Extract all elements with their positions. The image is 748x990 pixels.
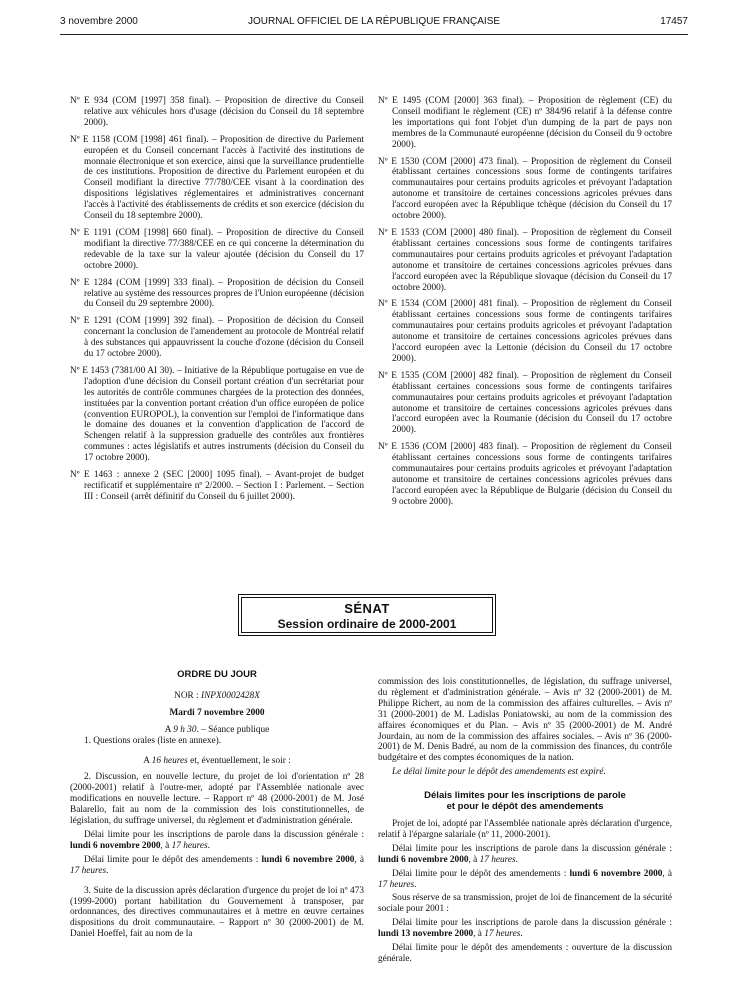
time-value: 9 h 30 [173,724,197,735]
afternoon-session [70,756,364,767]
deadline-end: . [520,929,523,940]
deadline-speakers [378,844,672,866]
header-title: JOURNAL OFFICIEL DE LA RÉPUBLIQUE FRANÇAISE [247,16,501,27]
header-rule [60,34,688,35]
list-item: Nº E 1284 (COM [1999] 333 final). – Proposition de décision du Conseil relative au système des ressources propres de l'Union européenne (décision du Conseil du 29 septembre 2000). [70,277,364,310]
list-item: Nº E 1534 (COM [2000] 481 final). – Proposition de règlement du Conseil établissant certaines concessions sous forme de contingents tarifaires communautaires pour certains produits agricoles et prévoyant l'adaptation autonome et transitoire de certaines concessions agricoles prévues dans l'accord européen avec la Lettonie (décision du Conseil du 17 octobre 2000). [378,299,672,364]
session-title: Session ordinaire de 2000-2001 [277,617,457,631]
header-page-number: 17457 [660,16,688,27]
list-item: Nº E 1158 (COM [1998] 461 final). – Proposition de directive du Parlement européen et du Conseil concernant l'accès à l'activité des institutions de monnaie électronique et son exercice, ainsi que la surveillance prudentielle de ces institutions. Proposition de directive du Parlement européen et du Conseil modifiant la directive 77/780/CEE visant à la coordination des dispositions législatives réglementaires et administratives concernant l'accès à l'activité des établissements de crédits et son exercice (décision du Conseil du 18 septembre 2000). [70,134,364,222]
deadlines-heading-line2: et pour le dépôt des amendements [446,801,604,813]
list-item: Nº E 934 (COM [1997] 358 final). – Proposition de directive du Conseil relative aux véhicules hors d'usage (décision du Conseil du 18 septembre 2000). [70,96,364,128]
agenda-item-1: 1. Questions orales (liste en annexe). [84,735,222,746]
deadline-text: Délai limite pour le dépôt des amendements : [392,868,570,879]
deadline-sep: , à [473,929,485,940]
afternoon-prefix: A [143,755,152,766]
deadline-speakers [378,918,672,940]
deadline-end: . [207,840,210,851]
list-item: Nº E 1533 (COM [2000] 480 final). – Proposition de règlement du Conseil établissant certaines concessions sous forme de contingents tarifaires communautaires pour certains produits agricoles et prévoyant l'adaptation autonome et transitoire de certaines concessions agricoles prévues dans l'accord européen avec la République slovaque (décision du Conseil du 17 octobre 2000). [378,227,672,293]
deadline-date: lundi 6 novembre 2000 [569,868,663,879]
deadline-sep: , à [468,854,480,865]
deadline-text: Délai limite pour le dépôt des amendements : [84,854,262,865]
list-item: Nº E 1495 (COM [2000] 363 final). – Proposition de règlement (CE) du Conseil modifiant le règlement (CE) nº 384/96 relatif à la défense contre les importations qui font l'objet d'un dumping de la part de pays non membres de la Communauté européenne (décision du Conseil du 9 octobre 2000). [378,96,672,150]
agenda-item-3-continuation: commission des lois constitutionnelles, de législation, du suffrage universel, du règlement et d'administration générale. – Avis nº 32 (2000-2001) de M. Philippe Richert, au nom de la commission des affaires culturelles. – Avis nº 31 (2000-2001) de M. Ladislas Poniatowski, au nom de la commission des affaires économiques et du Plan. – Avis nº 35 (2000-2001) de M. André Jourdain, au nom de la commission des affaires sociales. – Avis nº 36 (2000-2001) de M. Denis Badré, au nom de la commission des finances, du contrôle budgétaire et des comptes économiques de la nation. [378,677,672,764]
deadline-sep: , à [354,854,364,865]
list-item: Nº E 1536 (COM [2000] 483 final). – Proposition de règlement du Conseil établissant certaines concessions sous forme de contingents tarifaires communautaires pour certains produits agricoles et prévoyant l'adaptation autonome et transitoire de certaines concessions agricoles prévues dans l'accord européen avec la République de Bulgarie (décision du Conseil du 9 octobre 2000). [378,442,672,507]
right-column [378,96,672,514]
deadline-date: lundi 6 novembre 2000 [261,854,355,865]
amendments-expired-note: Le délai limite pour le dépôt des amendements est expiré. [392,767,606,778]
deadline-time: 17 heures [70,865,107,876]
list-item: Nº E 1291 (COM [1999] 392 final). – Proposition de décision du Conseil concernant la conclusion de l'amendement au protocole de Montréal relatif à des substances qui appauvrissent la couche d'ozone (décision du Conseil du 17 octobre 2000). [70,316,364,360]
agenda-item-2: 2. Discussion, en nouvelle lecture, du projet de loi d'orientation nº 28 (2000-2001) relatif à l'outre-mer, adopté par l'Assemblée nationale avec modifications en nouvelle lecture. – Rapport nº 48 (2000-2001) de M. José Balarello, fait au nom de la commission des lois constitutionnelles, de législation, du suffrage universel, du règlement et d'administration générale. [70,772,364,827]
list-item: Nº E 1191 (COM [1998] 660 final). – Proposition de directive du Conseil modifiant la directive 77/388/CEE en ce qui concerne la détermination du redevable de la taxe sur la valeur ajoutée (décision du Conseil du 17 octobre 2000). [70,227,364,271]
deadline-text: Délai limite pour les inscriptions de parole dans la discussion générale : [392,843,672,854]
deadlines-heading-line1: Délais limites pour les inscriptions de parole [424,790,626,802]
time-prefix: A [164,724,174,735]
deadline-date: lundi 13 novembre 2000 [378,929,474,940]
deadline-date: lundi 6 novembre 2000 [378,854,469,865]
bill-securite-sociale: Sous réserve de sa transmission, projet de loi de financement de la sécurité sociale pour 2001 : [378,893,672,915]
left-column [70,96,364,509]
session-date: Mardi 7 novembre 2000 [169,707,265,718]
nor-label: NOR : [174,690,201,701]
ordre-du-jour-column [70,670,364,943]
afternoon-suffix: et, éventuellement, le soir : [187,755,291,766]
list-item: Nº E 1535 (COM [2000] 482 final). – Proposition de règlement du Conseil établissant certaines concessions sous forme de contingents tarifaires communautaires pour certains produits agricoles et prévoyant l'adaptation autonome et transitoire de certaines concessions agricoles prévues dans l'accord européen avec la Roumanie (décision du Conseil du 17 octobre 2000). [378,370,672,436]
deadline-time: 17 heures [171,840,208,851]
page-header [60,16,688,34]
deadline-end: . [106,865,109,876]
senat-title-box-inner [241,597,493,633]
deadline-date: lundi 6 novembre 2000 [70,840,161,851]
deadline-amendments [378,869,672,891]
deadline-sep: , à [160,840,172,851]
senat-title-box [238,594,496,636]
deadline-sep: , à [662,868,672,879]
deadline-text: Délai limite pour les inscriptions de parole dans la discussion générale : [392,918,672,929]
header-date: 3 novembre 2000 [60,16,138,27]
bill-epargne-salariale: Projet de loi, adopté par l'Assemblée nationale après déclaration d'urgence, relatif à l'épargne salariale (nº 11, 2000-2001). [378,818,672,840]
deadline-time: 17 heures [378,879,415,890]
afternoon-time: 16 heures [151,755,188,766]
ordre-heading: ORDRE DU JOUR [177,669,257,680]
agenda-item-3: 3. Suite de la discussion après déclaration d'urgence du projet de loi nº 473 (1999-2000) portant habilitation du Gouvernement à transposer, par ordonnances, des directives communautaires et à mettre en œuvre certaines dispositions du droit communautaire. – Rapport nº 30 (2000-2001) de M. Daniel Hoeffel, fait au nom de la [70,885,364,940]
deadline-end: . [414,879,417,890]
list-item: Nº E 1453 (7381/00 AI 30). – Initiative de la République portugaise en vue de l'adoption d'une décision du Conseil portant création d'un secrétariat pour les autorités de contrôle communes chargées de la protection des données, instituées par la convention portant création d'un office européen de police (convention EUROPOL), la convention sur l'emploi de l'informatique dans le domaine des douanes et la convention d'application de l'accord de Schengen relatif à la suppression graduelle des contrôles aux frontières communes : actes législatifs et autres instruments (décision du Conseil du 17 octobre 2000). [70,365,364,464]
right-bottom-column [378,677,672,968]
deadline-speakers [70,830,364,852]
deadline-amendments [70,855,364,877]
nor-reference [70,691,364,702]
nor-value: INPX0002428X [201,690,260,701]
deadline-end: . [515,854,518,865]
list-item: Nº E 1530 (COM [2000] 473 final). – Proposition de règlement du Conseil établissant certaines concessions sous forme de contingents tarifaires communautaires pour certains produits agricoles et prévoyant l'adaptation autonome et transitoire de certaines concessions agricoles prévues dans l'accord européen avec la République tchèque (décision du Conseil du 17 octobre 2000). [378,156,672,222]
deadline-time: 17 heures [484,929,521,940]
deadline-amendments: Délai limite pour le dépôt des amendements : ouverture de la discussion générale. [378,943,672,964]
time-suffix: . – Séance publique [196,724,270,735]
deadline-text: Délai limite pour les inscriptions de parole dans la discussion générale : [84,829,364,840]
senat-title: SÉNAT [344,601,390,616]
list-item: Nº E 1463 : annexe 2 (SEC [2000] 1095 final). – Avant-projet de budget rectificatif et supplémentaire nº 2/2000. – Section I : Parlement. – Section III : Conseil (arrêt définitif du Conseil du 6 juillet 2000). [70,470,364,502]
session-time [70,725,364,736]
deadline-time: 17 heures [479,854,516,865]
